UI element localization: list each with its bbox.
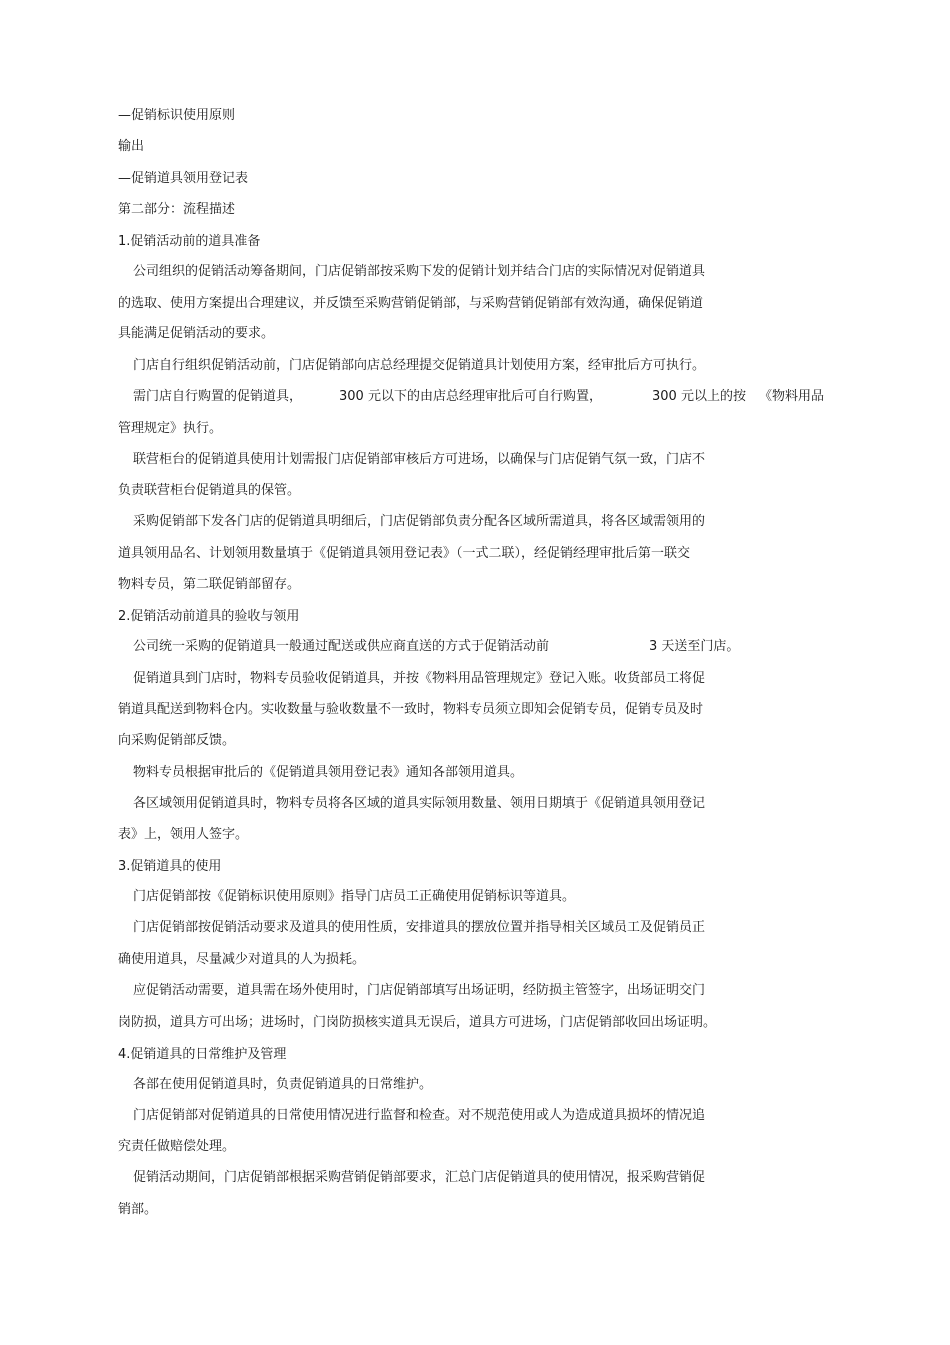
paragraph-line: 促销活动期间，门店促销部根据采购营销促销部要求，汇总门店促销道具的使用情况，报采购营销促 xyxy=(133,1170,706,1185)
paragraph-line: 向采购促销部反馈。 xyxy=(118,733,236,748)
output-label: 输出 xyxy=(118,139,145,154)
paragraph-line: 各区域领用促销道具时，物料专员将各区域的道具实际领用数量、领用日期填于《促销道具领用登记 xyxy=(133,796,706,811)
paragraph-line: 各部在使用促销道具时，负责促销道具的日常维护。 xyxy=(133,1077,433,1092)
paragraph-line: 公司组织的促销活动筹备期间，门店促销部按采购下发的促销计划并结合门店的实际情况对促销道具 xyxy=(133,264,706,279)
text-segment: 需门店自行购置的促销道具， xyxy=(133,389,303,404)
paragraph-line: 物料专员，第二联促销部留存。 xyxy=(118,577,301,592)
paragraph-line: 销部。 xyxy=(118,1202,158,1217)
list-item-prop-register-form: —促销道具领用登记表 xyxy=(118,171,249,186)
paragraph-line: 物料专员根据审批后的《促销道具领用登记表》通知各部领用道具。 xyxy=(133,765,524,780)
section-2-heading: 2.促销活动前道具的验收与领用 xyxy=(118,609,300,624)
paragraph-line: 门店自行组织促销活动前，门店促销部向店总经理提交促销道具计划使用方案，经审批后方可执行。 xyxy=(133,358,706,373)
text-segment: 《物料用品 xyxy=(759,389,825,404)
paragraph-line: 门店促销部对促销道具的日常使用情况进行监督和检查。对不规范使用或人为造成道具损坏的情况追 xyxy=(133,1108,706,1123)
paragraph-line: 岗防损，道具方可出场；进场时，门岗防损核实道具无误后，道具方可进场，门店促销部收回出场证明。 xyxy=(118,1015,717,1030)
paragraph-line: 确使用道具，尽量减少对道具的人为损耗。 xyxy=(118,952,366,967)
text-segment: 300 元以上的按 xyxy=(652,389,746,404)
paragraph-line: 表》上，领用人签字。 xyxy=(118,827,249,842)
paragraph-line: 联营柜台的促销道具使用计划需报门店促销部审核后方可进场，以确保与门店促销气氛一致，门店不 xyxy=(133,452,706,467)
paragraph-line: 究责任做赔偿处理。 xyxy=(118,1139,236,1154)
list-item-promo-sign-principle: —促销标识使用原则 xyxy=(118,108,236,123)
text-segment: 公司统一采购的促销道具一般通过配送或供应商直送的方式于促销活动前 xyxy=(133,639,550,654)
paragraph-line: 销道具配送到物料仓内。实收数量与验收数量不一致时，物料专员须立即知会促销专员，促销专员及时 xyxy=(118,702,704,717)
section-3-heading: 3.促销道具的使用 xyxy=(118,859,222,874)
paragraph-line-delivery xyxy=(133,639,753,655)
paragraph-line: 门店促销部按《促销标识使用原则》指导门店员工正确使用促销标识等道具。 xyxy=(133,889,576,904)
paragraph-line-purchase xyxy=(133,389,833,405)
text-segment: 300 元以下的由店总经理审批后可自行购置， xyxy=(339,389,602,404)
section-1-heading: 1.促销活动前的道具准备 xyxy=(118,234,261,249)
part-two-heading: 第二部分：流程描述 xyxy=(118,202,236,217)
section-4-heading: 4.促销道具的日常维护及管理 xyxy=(118,1047,287,1062)
paragraph-line: 管理规定》执行。 xyxy=(118,421,223,436)
paragraph-line: 促销道具到门店时，物料专员验收促销道具，并按《物料用品管理规定》登记入账。收货部员工将促 xyxy=(133,671,706,686)
paragraph-line: 采购促销部下发各门店的促销道具明细后，门店促销部负责分配各区域所需道具，将各区域需领用的 xyxy=(133,514,706,529)
paragraph-line: 具能满足促销活动的要求。 xyxy=(118,326,275,341)
paragraph-line: 负责联营柜台促销道具的保管。 xyxy=(118,483,301,498)
paragraph-line: 的选取、使用方案提出合理建议，并反馈至采购营销促销部，与采购营销促销部有效沟通，确保促销道 xyxy=(118,296,704,311)
text-segment: 3 天送至门店。 xyxy=(649,639,740,654)
paragraph-line: 门店促销部按促销活动要求及道具的使用性质，安排道具的摆放位置并指导相关区域员工及促销员正 xyxy=(133,920,706,935)
paragraph-line: 道具领用品名、计划领用数量填于《促销道具领用登记表》（一式二联），经促销经理审批后第一联交 xyxy=(118,546,691,561)
paragraph-line: 应促销活动需要，道具需在场外使用时，门店促销部填写出场证明，经防损主管签字，出场证明交门 xyxy=(133,983,706,998)
